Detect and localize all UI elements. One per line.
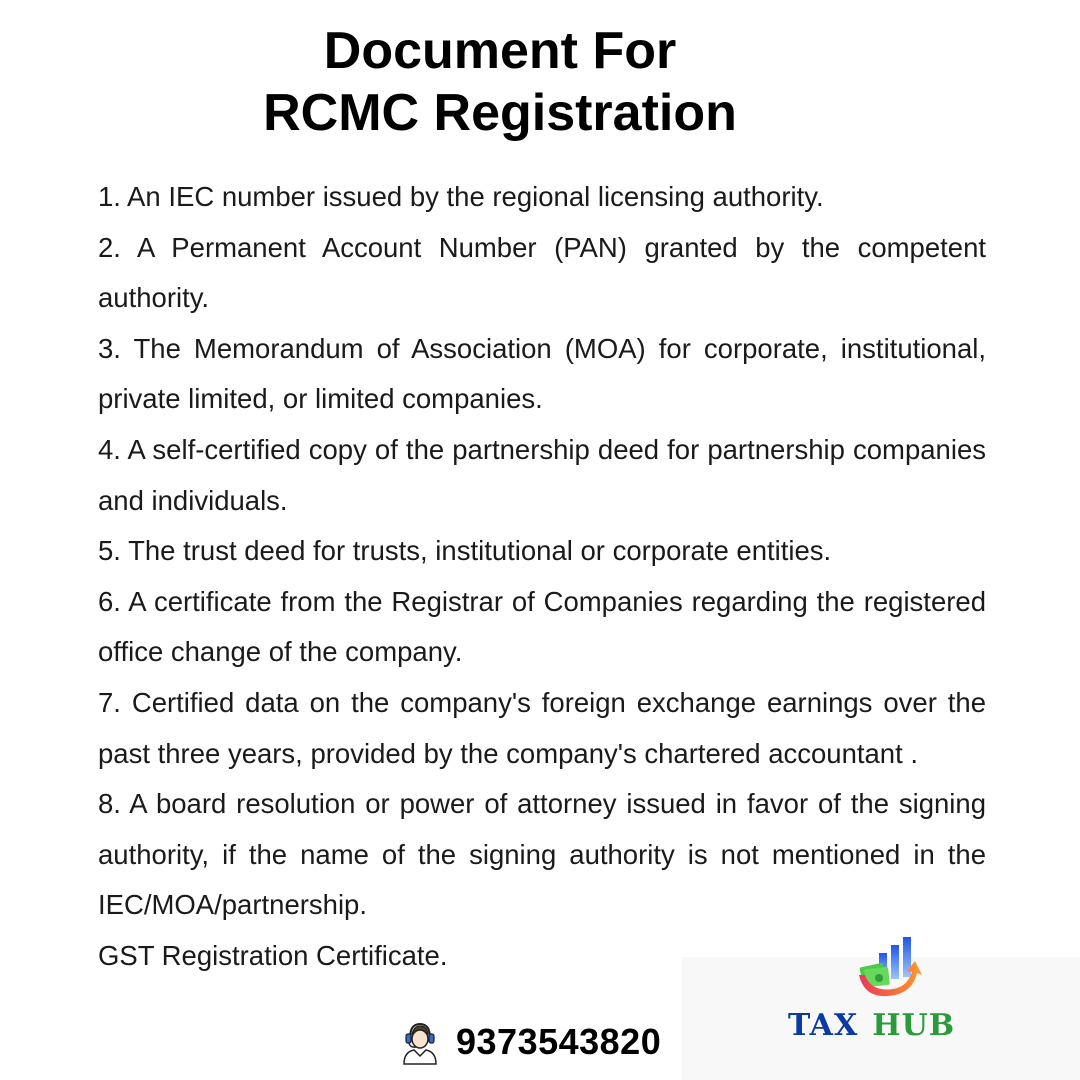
page-title: [0, 20, 1000, 144]
customer-support-agent-icon: [400, 1018, 440, 1066]
phone-number[interactable]: 9373543820: [456, 1021, 662, 1062]
list-item: 6. A certificate from the Registrar of Companies regarding the registered office change of the company.: [98, 585, 986, 668]
list-item: 8. A board resolution or power of attorney issued in favor of the signing authority, if the name of the signing authority is not mentioned in the IEC/MOA/partnership.: [98, 788, 986, 921]
contact-info: [400, 1018, 661, 1066]
list-item: 7. Certified data on the company's foreign exchange earnings over the past three years, provided by the company's chartered accountant .: [98, 686, 986, 769]
finance-growth-logo-icon: [855, 935, 925, 1005]
title-line-1: Document For: [323, 22, 677, 80]
document-list: [98, 172, 986, 982]
brand-word-hub: HUB: [872, 1008, 956, 1043]
list-item: 3. The Memorandum of Association (MOA) for corporate, institutional, private limited, or limited companies.: [98, 332, 986, 415]
list-item: 2. A Permanent Account Number (PAN) granted by the competent authority.: [98, 231, 986, 314]
brand-word-tax: TAX: [788, 1008, 859, 1043]
brand-wordmark: [788, 1008, 955, 1043]
title-line-2: RCMC Registration: [263, 84, 737, 142]
list-item: 4. A self-certified copy of the partnership deed for partnership companies and individuals.: [98, 433, 986, 516]
list-item: 1. An IEC number issued by the regional licensing authority.: [98, 181, 824, 212]
list-item: 5. The trust deed for trusts, institutional or corporate entities.: [98, 535, 832, 567]
list-item: GST Registration Certificate.: [98, 939, 448, 971]
